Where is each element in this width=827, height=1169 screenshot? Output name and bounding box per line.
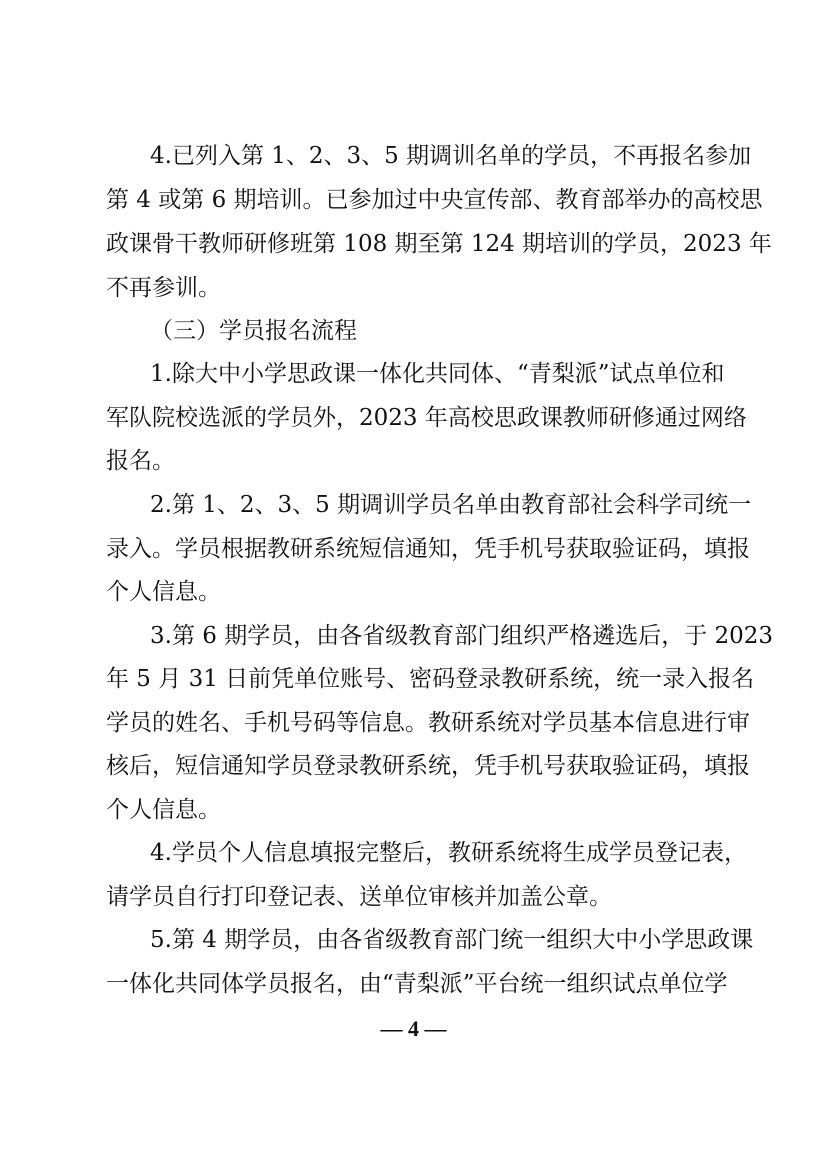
paragraph-line: 1.除大中小学思政课一体化共同体、“青梨派”试点单位和 bbox=[150, 361, 725, 387]
paragraph-line: 学员的姓名、手机号码等信息。教研系统对学员基本信息进行审 bbox=[106, 710, 750, 736]
paragraph-line: 军队院校选派的学员外，2023 年高校思政课教师研修通过网络 bbox=[106, 405, 747, 431]
paragraph-line: 不再参训。 bbox=[106, 275, 221, 301]
paragraph-line: 录入。学员根据教研系统短信通知，凭手机号获取验证码，填报 bbox=[106, 536, 750, 562]
paragraph-line: 政课骨干教师研修班第 108 期至第 124 期培训的学员，2023 年 bbox=[106, 231, 772, 257]
paragraph-line: 个人信息。 bbox=[106, 797, 221, 823]
paragraph-line: 年 5 月 31 日前凭单位账号、密码登录教研系统，统一录入报名 bbox=[106, 666, 755, 692]
paragraph-line: 核后，短信通知学员登录教研系统，凭手机号获取验证码，填报 bbox=[106, 753, 750, 779]
paragraph-line: 个人信息。 bbox=[106, 579, 221, 605]
paragraph-line: 3.第 6 期学员，由各省级教育部门组织严格遴选后，于 2023 bbox=[150, 623, 774, 649]
paragraph-line: 一体化共同体学员报名，由“青梨派”平台统一组织试点单位学 bbox=[106, 971, 728, 997]
page-number: — 4 — bbox=[380, 1016, 447, 1041]
section-heading: （三）学员报名流程 bbox=[150, 318, 357, 344]
paragraph-line: 4.已列入第 1、2、3、5 期调训名单的学员，不再报名参加 bbox=[150, 143, 752, 169]
paragraph-line: 请学员自行打印登记表、送单位审核并加盖公章。 bbox=[106, 884, 612, 910]
paragraph-line: 5.第 4 期学员，由各省级教育部门统一组织大中小学思政课 bbox=[150, 927, 754, 953]
paragraph-line: 4.学员个人信息填报完整后，教研系统将生成学员登记表， bbox=[150, 840, 747, 866]
paragraph-line: 2.第 1、2、3、5 期调训学员名单由教育部社会科学司统一 bbox=[150, 492, 752, 518]
paragraph-line: 报名。 bbox=[106, 448, 175, 474]
paragraph-line: 第 4 或第 6 期培训。已参加过中央宣传部、教育部举办的高校思 bbox=[106, 187, 763, 213]
